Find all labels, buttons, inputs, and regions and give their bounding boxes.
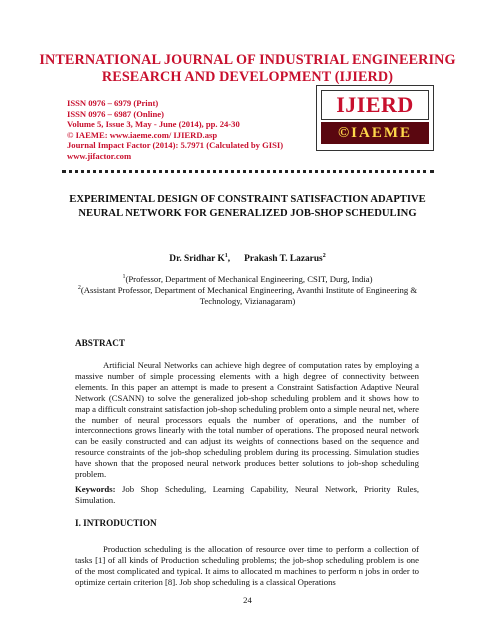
impact-factor: Journal Impact Factor (2014): 5.7971 (Calculated by GISI): [67, 140, 284, 151]
abstract-heading: ABSTRACT: [75, 338, 126, 348]
author-line: [60, 253, 435, 265]
author-2-sup: 2: [322, 252, 326, 259]
dotted-divider: [62, 170, 434, 173]
journal-title: INTERNATIONAL JOURNAL OF INDUSTRIAL ENGINEERING RESEARCH AND DEVELOPMENT (IJIERD): [39, 52, 456, 85]
affil-2-sup: 2: [77, 285, 81, 292]
paper-title: EXPERIMENTAL DESIGN OF CONSTRAINT SATISFACTION ADAPTIVE NEURAL NETWORK FOR GENERALIZED JOB-SHOP SCHEDULING: [69, 194, 426, 219]
introduction-heading: I. INTRODUCTION: [75, 518, 157, 528]
issn-block: [67, 98, 317, 162]
keywords: [75, 484, 419, 506]
keywords-list: Job Shop Scheduling, Learning Capability, Neural Network, Priority Rules, Simulation.: [75, 484, 419, 505]
jifactor-link[interactable]: www.jifactor.com: [67, 150, 132, 161]
journal-website[interactable]: © IAEME: www.iaeme.com/ IJIERD.asp: [67, 129, 218, 140]
issn-print: ISSN 0976 – 6979 (Print): [67, 98, 159, 108]
keywords-label: Keywords:: [75, 484, 116, 494]
affil-1-sup: 1: [122, 274, 126, 281]
affiliation-1: $^1$(Professor, Department of Mechanical Engineering, CSIT, Durg, India): [122, 274, 373, 284]
author-2: Prakash T. Lazarus: [244, 254, 323, 264]
page-number: 24: [243, 595, 252, 605]
affiliations: [60, 274, 435, 307]
author-1: Dr. Sridhar K: [169, 254, 225, 264]
abstract-body: Artificial Neural Networks can achieve high degree of computation rates by employing a massive number of simple processing elements with a high degree of connectivity between elements. In this paper an attempt is made to present a Constraint Satisfaction Adaptive Neural Network (CSANN) to solve the generalized job-shop scheduling problem and it shows how to map a difficult constraint satisfaction job-shop scheduling problem onto a simple neural net, where the number of neural processors equals the number of operations, and the number of interconnections grows linearly with the total number of operations. The proposed neural network can be easily constructed and can adjust its weights of connections based on the sequence and resource constraints of the job-shop scheduling problem during its processing. Simulation studies have shown that the proposed neural network produces better solutions to job-shop scheduling problem.: [75, 360, 419, 480]
author-1-sup: 1: [224, 252, 228, 259]
introduction-body: Production scheduling is the allocation of resource over time to perform a collection of tasks [1] of all kinds of Production scheduling problems; the job-shop scheduling problem is one of the most complicated and typical. It aims to allocated m machines to perform n jobs in order to optimize certain criterion [8]. Job shop scheduling is a classical Operations: [75, 544, 419, 587]
author-separator: ,: [227, 254, 231, 264]
affiliation-2: $^2$(Assistant Professor, Department of Mechanical Engineering, Avanthi Institute of Engineering & Technology, Vizianagaram): [77, 285, 418, 306]
volume-issue: Volume 5, Issue 3, May - June (2014), pp. 24-30: [67, 119, 240, 130]
journal-logo: [316, 85, 434, 151]
issn-online: ISSN 0976 – 6987 (Online): [67, 108, 164, 119]
logo-ijierd: IJIERD: [321, 90, 429, 120]
logo-iaeme: ©IAEME: [321, 122, 429, 144]
